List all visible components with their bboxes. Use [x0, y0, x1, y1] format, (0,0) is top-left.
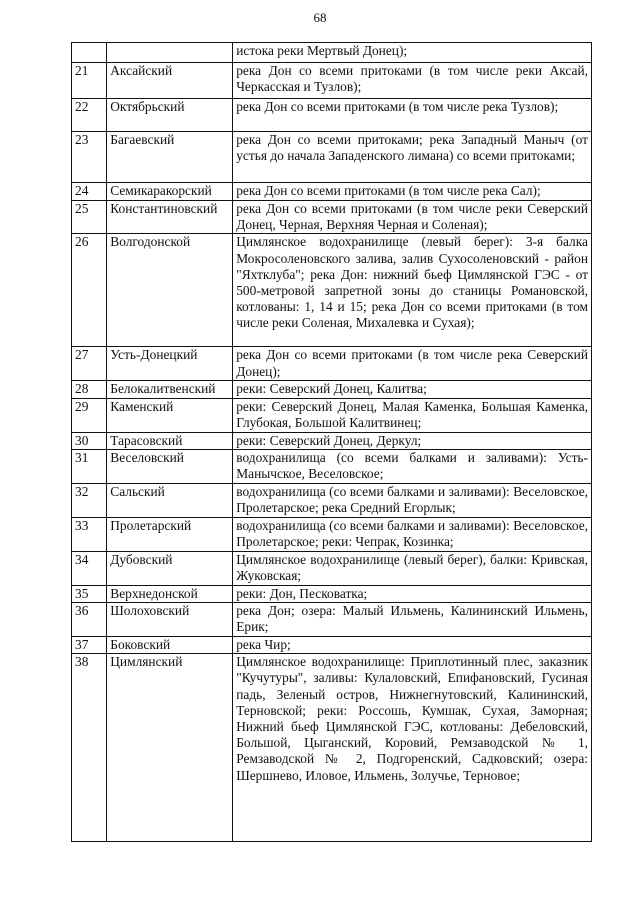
district-name: Верхнедонской — [107, 585, 233, 602]
row-number: 34 — [72, 551, 107, 585]
table-row — [72, 381, 592, 398]
row-number: 30 — [72, 432, 107, 449]
water-bodies-text: реки: Северский Донец, Калитва; — [233, 381, 592, 398]
row-number: 33 — [72, 517, 107, 551]
district-name: Сальский — [107, 483, 233, 517]
district-name: Волгодонской — [107, 234, 233, 347]
water-bodies-text: река Дон со всеми притоками (в том числе реки Северский Донец, Черная, Верхняя Черная и Соленая); — [233, 201, 592, 234]
district-name: Цимлянский — [107, 654, 233, 842]
district-name: Каменский — [107, 398, 233, 432]
water-bodies-text: Цимлянское водохранилище: Приплотинный плес, заказник "Кучутуры", заливы: Кулаловский, Епифановский, Гусиная падь, Зеленый остров, Нижнегнутовский, Калининский, Терновской; реки: Россошь, Кумшак, Сухая, Заморная; Нижний бьеф Цимлянской ГЭС, котлованы: Дебеловский, Большой, Цыганский, Коровий, Ремзаводской № 1, Ремзаводской № 2, Подгоренский, Садковский; озера: Шершнево, Иловое, Ильмень, Золучье, Терновое; — [233, 654, 592, 842]
water-bodies-text: река Чир; — [233, 637, 592, 654]
district-name: Семикаракорский — [107, 183, 233, 201]
water-bodies-text: водохранилища (со всеми балками и заливами): Веселовское, Пролетарское; реки: Чепрак, Козинка; — [233, 517, 592, 551]
row-number: 31 — [72, 449, 107, 483]
row-number: 26 — [72, 234, 107, 347]
table-row — [72, 43, 592, 63]
water-bodies-text: река Дон со всеми притоками; река Западный Маныч (от устья до начала Западенского лимана) со всеми притоками; — [233, 132, 592, 183]
table-row — [72, 132, 592, 183]
district-name: Веселовский — [107, 449, 233, 483]
table-row — [72, 398, 592, 432]
water-bodies-text: Цимлянское водохранилище (левый берег): 3-я балка Мокросоленовского залива, залив Сухосоленовский - район "Яхтклуба"; река Дон: нижний бьеф Цимлянской ГЭС - от 500-метровой запретной зоны до станицы Романовской, котлованы: 1, 14 и 15; река Дон со всеми притоками (в том числе реки Соленая, Михалевка и Сухая); — [233, 234, 592, 347]
district-name: Боковский — [107, 637, 233, 654]
table-row — [72, 603, 592, 637]
row-number: 28 — [72, 381, 107, 398]
water-bodies-text: истока реки Мертвый Донец); — [233, 43, 592, 63]
table-row — [72, 201, 592, 234]
district-name: Октябрьский — [107, 99, 233, 132]
row-number: 38 — [72, 654, 107, 842]
table-row — [72, 637, 592, 654]
page-number: 68 — [313, 10, 327, 25]
row-number: 37 — [72, 637, 107, 654]
district-name: Шолоховский — [107, 603, 233, 637]
water-bodies-text: река Дон со всеми притоками (в том числе реки Аксай, Черкасская и Тузлов); — [233, 63, 592, 99]
table-row — [72, 183, 592, 201]
row-number: 22 — [72, 99, 107, 132]
row-number: 21 — [72, 63, 107, 99]
water-bodies-text: реки: Северский Донец, Деркул; — [233, 432, 592, 449]
district-name: Константиновский — [107, 201, 233, 234]
water-bodies-text: водохранилища (со всеми балками и заливами): Усть-Манычское, Веселовское; — [233, 449, 592, 483]
district-name: Аксайский — [107, 63, 233, 99]
table-row — [72, 551, 592, 585]
table-row — [72, 449, 592, 483]
water-bodies-text: водохранилища (со всеми балками и заливами): Веселовское, Пролетарское; река Средний Егорлык; — [233, 483, 592, 517]
table-row — [72, 517, 592, 551]
table-row — [72, 234, 592, 347]
water-bodies-text: реки: Северский Донец, Малая Каменка, Большая Каменка, Глубокая, Большой Калитвинец; — [233, 398, 592, 432]
row-number: 36 — [72, 603, 107, 637]
water-bodies-text: Цимлянское водохранилище (левый берег), балки: Кривская, Жуковская; — [233, 551, 592, 585]
water-bodies-text: река Дон со всеми притоками (в том числе река Сал); — [233, 183, 592, 201]
row-number: 24 — [72, 183, 107, 201]
table-row — [72, 585, 592, 602]
water-bodies-text: реки: Дон, Песковатка; — [233, 585, 592, 602]
district-name: Багаевский — [107, 132, 233, 183]
table-row — [72, 99, 592, 132]
district-name: Белокалитвенский — [107, 381, 233, 398]
table-row — [72, 654, 592, 842]
district-name: Усть-Донецкий — [107, 347, 233, 381]
water-bodies-text: река Дон со всеми притоками (в том числе река Тузлов); — [233, 99, 592, 132]
row-number: 32 — [72, 483, 107, 517]
row-number: 23 — [72, 132, 107, 183]
row-number: 29 — [72, 398, 107, 432]
district-name: Пролетарский — [107, 517, 233, 551]
row-number: 27 — [72, 347, 107, 381]
table-row — [72, 432, 592, 449]
water-bodies-text: река Дон со всеми притоками (в том числе река Северский Донец); — [233, 347, 592, 381]
table-row — [72, 347, 592, 381]
table-row — [72, 483, 592, 517]
district-name: Тарасовский — [107, 432, 233, 449]
table-row — [72, 63, 592, 99]
row-number: 35 — [72, 585, 107, 602]
water-bodies-text: река Дон; озера: Малый Ильмень, Калининский Ильмень, Ерик; — [233, 603, 592, 637]
row-number — [72, 43, 107, 63]
district-name — [107, 43, 233, 63]
fishing-areas-table — [71, 42, 592, 842]
district-name: Дубовский — [107, 551, 233, 585]
row-number: 25 — [72, 201, 107, 234]
